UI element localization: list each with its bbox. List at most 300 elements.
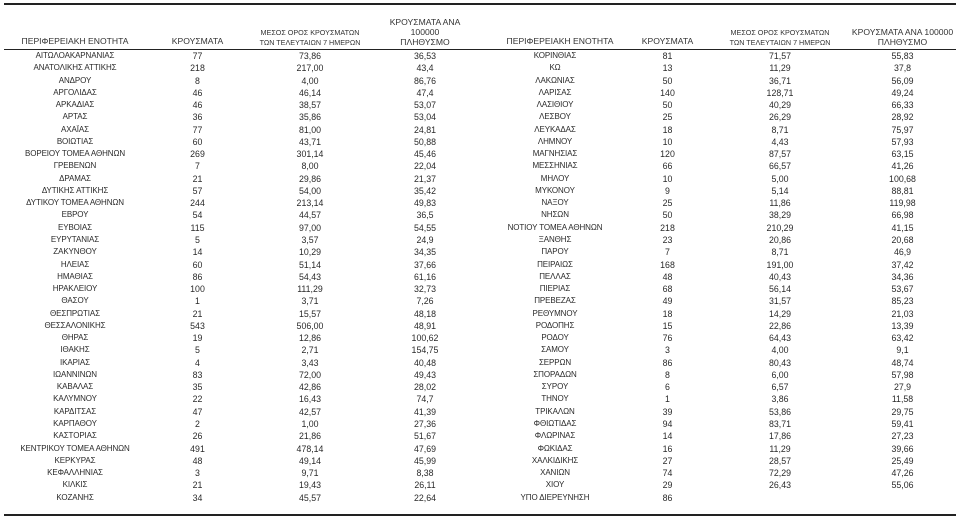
- region-cell: ΜΥΚΟΝΟΥ: [535, 185, 575, 195]
- table-row: [0, 320, 476, 332]
- cases-cell: 36: [192, 112, 203, 123]
- per100k-cell: 28,92: [891, 112, 914, 123]
- avg7-cell: 31,57: [768, 296, 791, 307]
- table-row: [0, 222, 476, 234]
- cases-cell: 39: [662, 406, 673, 417]
- avg7-cell: 54,43: [298, 271, 321, 282]
- bottom-rule: [4, 514, 956, 516]
- avg7-cell: 20,86: [768, 234, 791, 245]
- region-cell: ΡΟΔΟΠΗΣ: [535, 320, 575, 330]
- avg7-cell: 73,86: [298, 51, 321, 61]
- per100k-cell: 85,23: [891, 296, 914, 307]
- per100k-cell: 41,15: [891, 222, 914, 233]
- avg7-cell: 40,29: [768, 100, 791, 111]
- avg7-cell: 12,86: [298, 333, 321, 344]
- per100k-cell: 24,9: [416, 234, 434, 245]
- region-cell: ΠΕΙΡΑΙΩΣ: [537, 259, 573, 269]
- avg7-cell: 3,86: [771, 394, 789, 405]
- header-avg7: ΜΕΣΟΣ ΟΡΟΣ ΚΡΟΥΣΜΑΤΩΝ ΤΩΝ ΤΕΛΕΥΤΑΙΩΝ 7 ΗΜΕΡΩΝ: [259, 28, 361, 47]
- table-row: [0, 308, 476, 320]
- cases-cell: 50: [662, 100, 673, 111]
- cases-cell: 86: [662, 492, 673, 503]
- region-cell: ΛΕΥΚΑΔΑΣ: [534, 124, 576, 134]
- cases-cell: 46: [192, 100, 203, 111]
- avg7-cell: 478,14: [296, 443, 324, 454]
- avg7-cell: 3,57: [301, 234, 319, 245]
- per100k-cell: 45,99: [413, 455, 436, 466]
- region-cell: ΦΛΩΡΙΝΑΣ: [534, 431, 576, 441]
- table-row: [0, 418, 476, 430]
- table-row: [480, 75, 960, 87]
- table-row: [0, 332, 476, 344]
- region-cell: ΜΑΓΝΗΣΙΑΣ: [532, 149, 578, 159]
- avg7-cell: 15,57: [298, 308, 321, 319]
- per100k-cell: 27,36: [413, 418, 436, 429]
- per100k-cell: 51,67: [413, 431, 436, 442]
- per100k-cell: 49,24: [891, 87, 914, 98]
- region-cell: ΠΕΛΛΑΣ: [539, 271, 571, 281]
- table-row: [480, 344, 960, 356]
- cases-cell: 269: [190, 149, 205, 160]
- per100k-cell: 48,91: [413, 320, 436, 331]
- region-cell: ΗΛΕΙΑΣ: [60, 259, 90, 269]
- per100k-cell: 50,88: [413, 136, 436, 147]
- cases-cell: 81: [662, 51, 673, 61]
- cases-cell: 86: [192, 271, 203, 282]
- per100k-cell: 27,9: [893, 382, 912, 393]
- avg7-cell: 128,71: [766, 87, 794, 98]
- table-row: [0, 393, 476, 405]
- region-cell: ΦΩΚΙΔΑΣ: [537, 443, 573, 453]
- avg7-cell: 44,57: [298, 210, 321, 221]
- table-row: [0, 173, 476, 185]
- per100k-cell: 34,35: [413, 247, 436, 258]
- per100k-cell: 49,83: [413, 198, 436, 209]
- region-cell: ΧΑΝΙΩΝ: [540, 468, 570, 478]
- avg7-cell: 217,00: [296, 63, 324, 74]
- cases-cell: 68: [662, 284, 673, 295]
- region-cell: ΝΗΣΩΝ: [541, 210, 569, 220]
- cases-cell: 10: [662, 173, 673, 184]
- table-row: [480, 87, 960, 99]
- cases-cell: 29: [662, 480, 673, 491]
- region-cell: ΔΥΤΙΚΗΣ ΑΤΤΙΚΗΣ: [41, 185, 109, 195]
- table-row: [0, 455, 476, 467]
- per100k-cell: 21,03: [891, 308, 914, 319]
- cases-cell: 34: [192, 492, 203, 503]
- per100k-cell: 7,26: [416, 296, 434, 307]
- table-row: [480, 467, 960, 479]
- avg7-cell: 53,86: [768, 406, 791, 417]
- avg7-cell: 3,43: [301, 357, 319, 368]
- region-cell: ΕΥΒΟΙΑΣ: [57, 222, 93, 232]
- per100k-cell: 57,98: [891, 369, 914, 380]
- cases-cell: 49: [662, 296, 673, 307]
- table-row: [0, 197, 476, 209]
- table-row: [480, 160, 960, 172]
- region-cell: ΡΕΘΥΜΝΟΥ: [532, 308, 578, 318]
- avg7-cell: 87,57: [768, 149, 791, 160]
- per100k-cell: 53,04: [413, 112, 436, 123]
- avg7-cell: 21,86: [298, 431, 321, 442]
- cases-cell: 8: [195, 75, 200, 86]
- per100k-cell: 56,09: [891, 75, 914, 86]
- avg7-cell: 72,29: [768, 468, 791, 479]
- header-region: ΠΕΡΙΦΕΡΕΙΑΚΗ ΕΝΟΤΗΤΑ: [21, 36, 129, 46]
- per100k-cell: 36,53: [413, 51, 436, 61]
- cases-cell: 15: [662, 320, 673, 331]
- avg7-cell: 43,71: [298, 136, 321, 147]
- region-cell: ΑΝΑΤΟΛΙΚΗΣ ΑΤΤΙΚΗΣ: [33, 63, 117, 73]
- cases-cell: 25: [662, 112, 673, 123]
- cases-cell: 86: [662, 357, 673, 368]
- cases-cell: 50: [662, 210, 673, 221]
- region-cell: ΑΡΚΑΔΙΑΣ: [55, 100, 95, 110]
- region-cell: ΛΗΜΝΟΥ: [537, 136, 573, 146]
- avg7-cell: 22,86: [768, 320, 791, 331]
- per100k-cell: 39,66: [891, 443, 914, 454]
- region-cell: ΚΑΡΠΑΘΟΥ: [53, 418, 97, 428]
- cases-cell: 14: [662, 431, 673, 442]
- region-cell: ΝΑΞΟΥ: [541, 198, 569, 208]
- per100k-cell: 11,58: [891, 394, 914, 405]
- table-row: [480, 111, 960, 123]
- table-row: [0, 271, 476, 283]
- header-cases: ΚΡΟΥΣΜΑΤΑ: [171, 36, 224, 46]
- per100k-cell: 47,4: [416, 87, 434, 98]
- avg7-cell: 8,71: [771, 247, 789, 258]
- cases-cell: 23: [662, 234, 673, 245]
- avg7-cell: 72,00: [298, 369, 321, 380]
- avg7-cell: 11,29: [769, 443, 791, 454]
- per100k-cell: 37,42: [891, 259, 914, 270]
- per100k-cell: 59,41: [891, 418, 914, 429]
- avg7-cell: 17,86: [768, 431, 791, 442]
- cases-cell: 83: [192, 369, 203, 380]
- header-per100k: ΚΡΟΥΣΜΑΤΑ ΑΝΑ 100000 ΠΛΗΘΥΣΜΟ: [851, 27, 954, 47]
- table-row: [0, 492, 476, 504]
- avg7-cell: 301,14: [296, 149, 324, 160]
- table-row: [0, 99, 476, 111]
- table-row: [480, 308, 960, 320]
- per100k-cell: 13,39: [891, 320, 914, 331]
- avg7-cell: 11,86: [769, 198, 791, 209]
- cases-cell: 21: [192, 308, 203, 319]
- table-row: [480, 185, 960, 197]
- per100k-cell: 49,43: [413, 369, 436, 380]
- avg7-cell: 35,86: [298, 112, 321, 123]
- avg7-cell: 36,71: [768, 75, 791, 86]
- region-cell: ΧΑΛΚΙΔΙΚΗΣ: [531, 455, 579, 465]
- per100k-cell: 26,11: [414, 480, 436, 491]
- avg7-cell: 42,57: [298, 406, 321, 417]
- cases-cell: 100: [190, 284, 205, 295]
- table-row: [480, 479, 960, 491]
- cases-cell: 16: [662, 443, 673, 454]
- cases-cell: 491: [190, 443, 205, 454]
- cases-cell: 3: [195, 468, 200, 479]
- per100k-cell: 47,26: [891, 468, 914, 479]
- table-row: [480, 197, 960, 209]
- table-row: [480, 99, 960, 111]
- region-cell: ΚΑΡΔΙΤΣΑΣ: [53, 406, 97, 416]
- avg7-cell: 81,00: [298, 124, 321, 135]
- region-cell: ΚΑΣΤΟΡΙΑΣ: [53, 431, 97, 441]
- region-cell: ΒΟΡΕΙΟΥ ΤΟΜΕΑ ΑΘΗΝΩΝ: [24, 149, 126, 159]
- region-cell: ΔΡΑΜΑΣ: [59, 173, 91, 183]
- cases-cell: 14: [192, 247, 203, 258]
- table-row: [0, 50, 476, 62]
- per100k-cell: 63,42: [891, 333, 914, 344]
- avg7-cell: 49,14: [298, 455, 321, 466]
- avg7-cell: 80,43: [768, 357, 791, 368]
- region-cell: ΓΡΕΒΕΝΩΝ: [53, 161, 97, 171]
- region-cell: ΚΟΖΑΝΗΣ: [56, 492, 94, 502]
- region-cell: ΜΗΛΟΥ: [540, 173, 570, 183]
- per100k-cell: 34,36: [891, 271, 914, 282]
- per100k-cell: 36,5: [416, 210, 434, 221]
- per100k-cell: 37,66: [413, 259, 436, 270]
- per100k-cell: 57,93: [891, 136, 914, 147]
- avg7-cell: 26,43: [768, 480, 791, 491]
- table-row: [480, 271, 960, 283]
- region-cell: ΤΡΙΚΑΛΩΝ: [535, 406, 575, 416]
- per100k-cell: 25,49: [891, 455, 914, 466]
- region-cell: ΛΑΡΙΣΑΣ: [538, 87, 572, 97]
- region-cell: ΝΟΤΙΟΥ ΤΟΜΕΑ ΑΘΗΝΩΝ: [507, 222, 603, 232]
- cases-cell: 168: [660, 259, 675, 270]
- cases-cell: 543: [190, 320, 205, 331]
- table-row: [480, 234, 960, 246]
- region-cell: ΚΕΦΑΛΛΗΝΙΑΣ: [47, 468, 103, 478]
- header-avg7: ΜΕΣΟΣ ΟΡΟΣ ΚΡΟΥΣΜΑΤΩΝ ΤΩΝ ΤΕΛΕΥΤΑΙΩΝ 7 ΗΜΕΡΩΝ: [729, 28, 831, 47]
- region-cell: ΚΕΡΚΥΡΑΣ: [54, 455, 96, 465]
- avg7-cell: 46,14: [298, 87, 321, 98]
- table-row: [0, 467, 476, 479]
- cases-cell: 5: [195, 234, 200, 245]
- region-cell: ΘΑΣΟΥ: [61, 296, 89, 306]
- cases-cell: 76: [662, 333, 673, 344]
- region-cell: ΠΙΕΡΙΑΣ: [539, 284, 571, 294]
- region-cell: ΚΑΒΑΛΑΣ: [56, 382, 94, 392]
- region-cell: ΗΡΑΚΛΕΙΟΥ: [52, 284, 98, 294]
- region-cell: ΣΕΡΡΩΝ: [538, 357, 572, 367]
- table-row: [0, 111, 476, 123]
- region-cell: ΕΒΡΟΥ: [61, 210, 89, 220]
- region-cell: ΛΑΚΩΝΙΑΣ: [535, 75, 575, 85]
- per100k-cell: 61,16: [413, 271, 436, 282]
- region-cell: ΘΕΣΣΑΛΟΝΙΚΗΣ: [44, 320, 106, 330]
- per100k-cell: 88,81: [891, 185, 914, 196]
- table-row: [0, 430, 476, 442]
- cases-cell: 54: [192, 210, 203, 221]
- table-row: [480, 406, 960, 418]
- per100k-cell: 119,98: [889, 198, 916, 209]
- table-header: [0, 17, 476, 49]
- cases-cell: 1: [195, 296, 200, 307]
- table-row: [480, 320, 960, 332]
- cases-cell: 21: [192, 173, 203, 184]
- cases-cell: 1: [665, 394, 670, 405]
- region-cell: ΔΥΤΙΚΟΥ ΤΟΜΕΑ ΑΘΗΝΩΝ: [26, 198, 124, 208]
- cases-cell: 27: [662, 455, 673, 466]
- avg7-cell: 66,57: [768, 161, 791, 172]
- table-row: [0, 124, 476, 136]
- per100k-cell: 55,83: [891, 51, 914, 61]
- region-cell: ΣΠΟΡΑΔΩΝ: [533, 369, 577, 379]
- table-row: [480, 259, 960, 271]
- per100k-cell: 29,75: [891, 406, 914, 417]
- table-row: [0, 87, 476, 99]
- avg7-cell: 5,00: [771, 173, 789, 184]
- region-cell: ΑΝΔΡΟΥ: [58, 75, 92, 85]
- avg7-cell: 5,14: [771, 185, 789, 196]
- avg7-cell: 10,29: [298, 247, 321, 258]
- cases-cell: 115: [190, 222, 205, 233]
- avg7-cell: 64,43: [768, 333, 791, 344]
- table-row: [0, 357, 476, 369]
- cases-cell: 77: [192, 124, 203, 135]
- table-row: [480, 393, 960, 405]
- per100k-cell: 100,62: [411, 333, 439, 344]
- table-row: [0, 246, 476, 258]
- per100k-cell: 43,4: [416, 63, 434, 74]
- region-cell: ΙΘΑΚΗΣ: [60, 345, 90, 355]
- avg7-cell: 54,00: [298, 185, 321, 196]
- avg7-cell: 45,57: [298, 492, 321, 503]
- per100k-cell: 74,7: [416, 394, 434, 405]
- cases-cell: 7: [195, 161, 200, 172]
- table-row: [0, 185, 476, 197]
- avg7-cell: 16,43: [298, 394, 321, 405]
- table-body: [480, 50, 960, 504]
- per100k-cell: 22,64: [413, 492, 436, 503]
- cases-cell: 7: [665, 247, 670, 258]
- per100k-cell: 46,9: [893, 247, 912, 258]
- cases-cell: 50: [662, 75, 673, 86]
- region-cell: ΚΩ: [549, 63, 561, 73]
- per100k-cell: 37,8: [893, 63, 912, 74]
- avg7-cell: 14,29: [768, 308, 791, 319]
- region-cell: ΞΑΝΘΗΣ: [538, 234, 572, 244]
- table-row: [0, 295, 476, 307]
- avg7-cell: 19,43: [298, 480, 321, 491]
- region-cell: ΗΜΑΘΙΑΣ: [57, 271, 93, 281]
- table-row: [480, 381, 960, 393]
- table-row: [480, 124, 960, 136]
- per100k-cell: 53,67: [891, 284, 914, 295]
- avg7-cell: 210,29: [766, 222, 794, 233]
- avg7-cell: 40,43: [768, 271, 791, 282]
- region-cell: ΙΚΑΡΙΑΣ: [59, 357, 91, 367]
- cases-cell: 47: [192, 406, 203, 417]
- region-cell: ΘΗΡΑΣ: [61, 333, 89, 343]
- table-row: [0, 344, 476, 356]
- per100k-cell: 48,74: [891, 357, 914, 368]
- avg7-cell: 42,86: [298, 382, 321, 393]
- avg7-cell: 191,00: [766, 259, 794, 270]
- table-row: [480, 283, 960, 295]
- region-cell: ΑΡΤΑΣ: [62, 112, 88, 122]
- cases-cell: 74: [662, 468, 673, 479]
- per100k-cell: 48,18: [413, 308, 436, 319]
- region-cell: ΜΕΣΣΗΝΙΑΣ: [532, 161, 578, 171]
- avg7-cell: 4,43: [771, 136, 789, 147]
- cases-cell: 46: [192, 87, 203, 98]
- per100k-cell: 41,39: [413, 406, 436, 417]
- cases-cell: 60: [192, 136, 203, 147]
- cases-cell: 4: [195, 357, 200, 368]
- table-row: [0, 259, 476, 271]
- cases-cell: 48: [192, 455, 203, 466]
- cases-cell: 6: [665, 382, 670, 393]
- table-row: [480, 173, 960, 185]
- per100k-cell: 41,26: [891, 161, 914, 172]
- table-row: [480, 430, 960, 442]
- per100k-cell: 47,69: [413, 443, 436, 454]
- per100k-cell: 40,48: [413, 357, 436, 368]
- cases-cell: 60: [192, 259, 203, 270]
- region-cell: ΚΕΝΤΡΙΚΟΥ ΤΟΜΕΑ ΑΘΗΝΩΝ: [20, 443, 130, 453]
- table-row: [0, 443, 476, 455]
- avg7-cell: 4,00: [301, 75, 319, 86]
- per100k-cell: 63,15: [891, 149, 914, 160]
- avg7-cell: 38,57: [298, 100, 321, 111]
- per100k-cell: 21,37: [413, 173, 436, 184]
- cases-cell: 5: [195, 345, 200, 356]
- cases-cell: 13: [662, 63, 673, 74]
- avg7-cell: 9,71: [301, 468, 319, 479]
- table-row: [0, 148, 476, 160]
- avg7-cell: 97,00: [298, 222, 321, 233]
- table-row: [480, 62, 960, 74]
- region-cell: ΑΧΑΪΑΣ: [61, 124, 89, 134]
- table-row: [480, 222, 960, 234]
- table-row: [480, 357, 960, 369]
- region-cell: ΡΟΔΟΥ: [541, 333, 569, 343]
- table-row: [0, 369, 476, 381]
- table-row: [480, 369, 960, 381]
- per100k-cell: 66,98: [891, 210, 914, 221]
- cases-cell: 140: [660, 87, 675, 98]
- avg7-cell: 8,71: [771, 124, 789, 135]
- region-cell: ΧΙΟΥ: [545, 480, 565, 490]
- table-row: [480, 332, 960, 344]
- region-cell: ΒΟΙΩΤΙΑΣ: [56, 136, 94, 146]
- region-cell: ΕΥΡΥΤΑΝΙΑΣ: [50, 234, 100, 244]
- table-row: [0, 381, 476, 393]
- avg7-cell: 8,00: [301, 161, 319, 172]
- region-cell: ΣΑΜΟΥ: [541, 345, 569, 355]
- cases-cell: 18: [662, 124, 673, 135]
- cases-cell: 244: [190, 198, 205, 209]
- avg7-cell: 3,71: [301, 296, 319, 307]
- per100k-cell: 66,33: [891, 100, 914, 111]
- table-row: [0, 479, 476, 491]
- cases-cell: 77: [192, 51, 203, 61]
- table-row: [480, 209, 960, 221]
- per100k-cell: 53,07: [413, 100, 436, 111]
- region-cell: ΣΥΡΟΥ: [541, 382, 569, 392]
- avg7-cell: 6,00: [771, 369, 789, 380]
- table-row: [0, 75, 476, 87]
- table-row: [0, 234, 476, 246]
- avg7-cell: 71,57: [768, 51, 791, 61]
- per100k-cell: 9,1: [896, 345, 909, 356]
- region-cell: ΚΟΡΙΝΘΙΑΣ: [533, 51, 577, 60]
- cases-cell: 35: [192, 382, 203, 393]
- region-cell: ΚΙΛΚΙΣ: [62, 480, 88, 490]
